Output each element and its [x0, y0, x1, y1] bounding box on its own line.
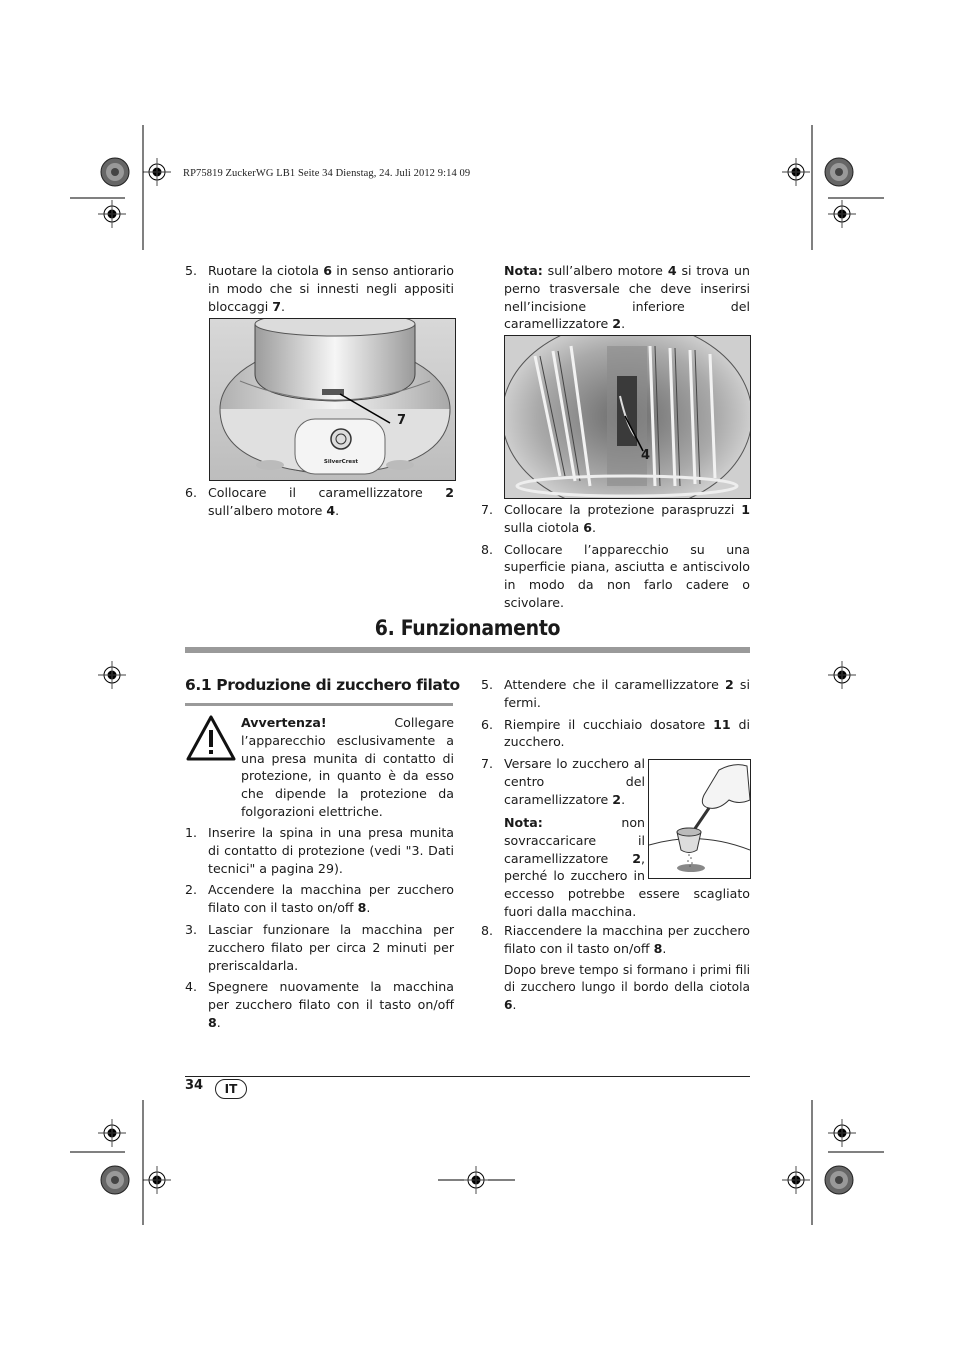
op-step-2: 2. Accendere la macchina per zucchero filato con il tasto on/off 8. — [185, 882, 454, 916]
op-step-4: 4. Spegnere nuovamente la macchina per zucchero filato con il tasto on/off 8. — [185, 979, 454, 1030]
callout-7: 7 — [397, 413, 407, 428]
note-wrap-container — [504, 814, 750, 921]
op-step-5: 5. Attendere che il caramellizzatore 2 si fermi. — [481, 677, 750, 710]
top-left-column — [185, 262, 454, 315]
bottom-right-column — [481, 676, 750, 751]
figure-caramelizer-shaft — [504, 335, 751, 499]
section-divider — [185, 647, 750, 653]
figure-bowl-lock — [209, 318, 456, 481]
note-overload: Nota: non sovraccaricare il caramellizzatore 2, perché lo zucchero in eccesso potrebbe essere scagliato fuori dalla macchina. — [504, 815, 750, 919]
op-step-8: 8. Riaccendere la macchina per zucchero filato con il tasto on/off 8. — [481, 923, 750, 956]
final-note: Dopo breve tempo si formano i primi fili di zucchero lungo il bordo della ciotola 6. — [504, 962, 750, 1013]
step-6: 6. Collocare il caramellizzatore 2 sull’albero motore 4. — [185, 485, 454, 518]
bottom-right-column-2 — [481, 922, 750, 1015]
page-number: 34 — [185, 1078, 204, 1093]
footer-divider — [185, 1076, 750, 1077]
op-step-7: 7. Versare lo zucchero al centro del caramellizzatore 2. — [481, 756, 645, 807]
brand-logo: SilverCrest — [323, 459, 359, 465]
warning-triangle-icon — [185, 714, 237, 762]
step-7: 7. Collocare la protezione paraspruzzi 1 sulla ciotola 6. — [481, 502, 750, 535]
bowl-illustration — [210, 319, 455, 480]
callout-4: 4 — [641, 448, 651, 463]
note-shaft: Nota: sull’albero motore 4 si trova un perno trasversale che deve inserirsi nell’incisione inferiore del caramellizzatore 2. — [504, 263, 750, 332]
subsection-title: 6.1 Produzione di zucchero filato — [185, 676, 460, 694]
section-title: 6. Funzionamento — [374, 616, 561, 640]
op-step-1: 1. Inserire la spina in una presa munita di contatto di protezione (vedi "3. Dati tecnici" a pagina 29). — [185, 825, 454, 876]
subsection-divider — [185, 703, 453, 706]
op-step-3: 3. Lasciar funzionare la macchina per zucchero filato per circa 2 minuti per preriscaldarla. — [185, 921, 454, 973]
warning-text: Avvertenza! Collegare l’apparecchio esclusivamente a una presa munita di contatto di protezione, in quanto è da esso che dipende la protezione da folgorazioni elettriche. — [241, 715, 454, 819]
step-7-block — [481, 755, 645, 808]
caramelizer-illustration — [505, 336, 750, 498]
print-slug: RP75819 ZuckerWG LB1 Seite 34 Dienstag, 24. Juli 2012 9:14 09 — [183, 168, 471, 179]
top-right-column-2 — [481, 501, 750, 612]
language-badge: IT — [215, 1079, 247, 1099]
top-right-column — [504, 262, 750, 333]
step-5: 5. Ruotare la ciotola 6 in senso antiorario in modo che si innesti negli appositi bloccaggi 7. — [185, 263, 455, 314]
op-step-6: 6. Riempire il cucchiaio dosatore 11 di zucchero. — [481, 716, 750, 750]
top-left-column-2 — [185, 484, 454, 520]
step-8: 8. Collocare l’apparecchio su una superficie piana, asciutta e antiscivolo in modo da non farlo cadere o scivolare. — [481, 541, 750, 610]
bottom-left-column — [185, 824, 454, 1032]
warning-text-block — [241, 714, 454, 821]
figure-spacer — [645, 814, 750, 878]
